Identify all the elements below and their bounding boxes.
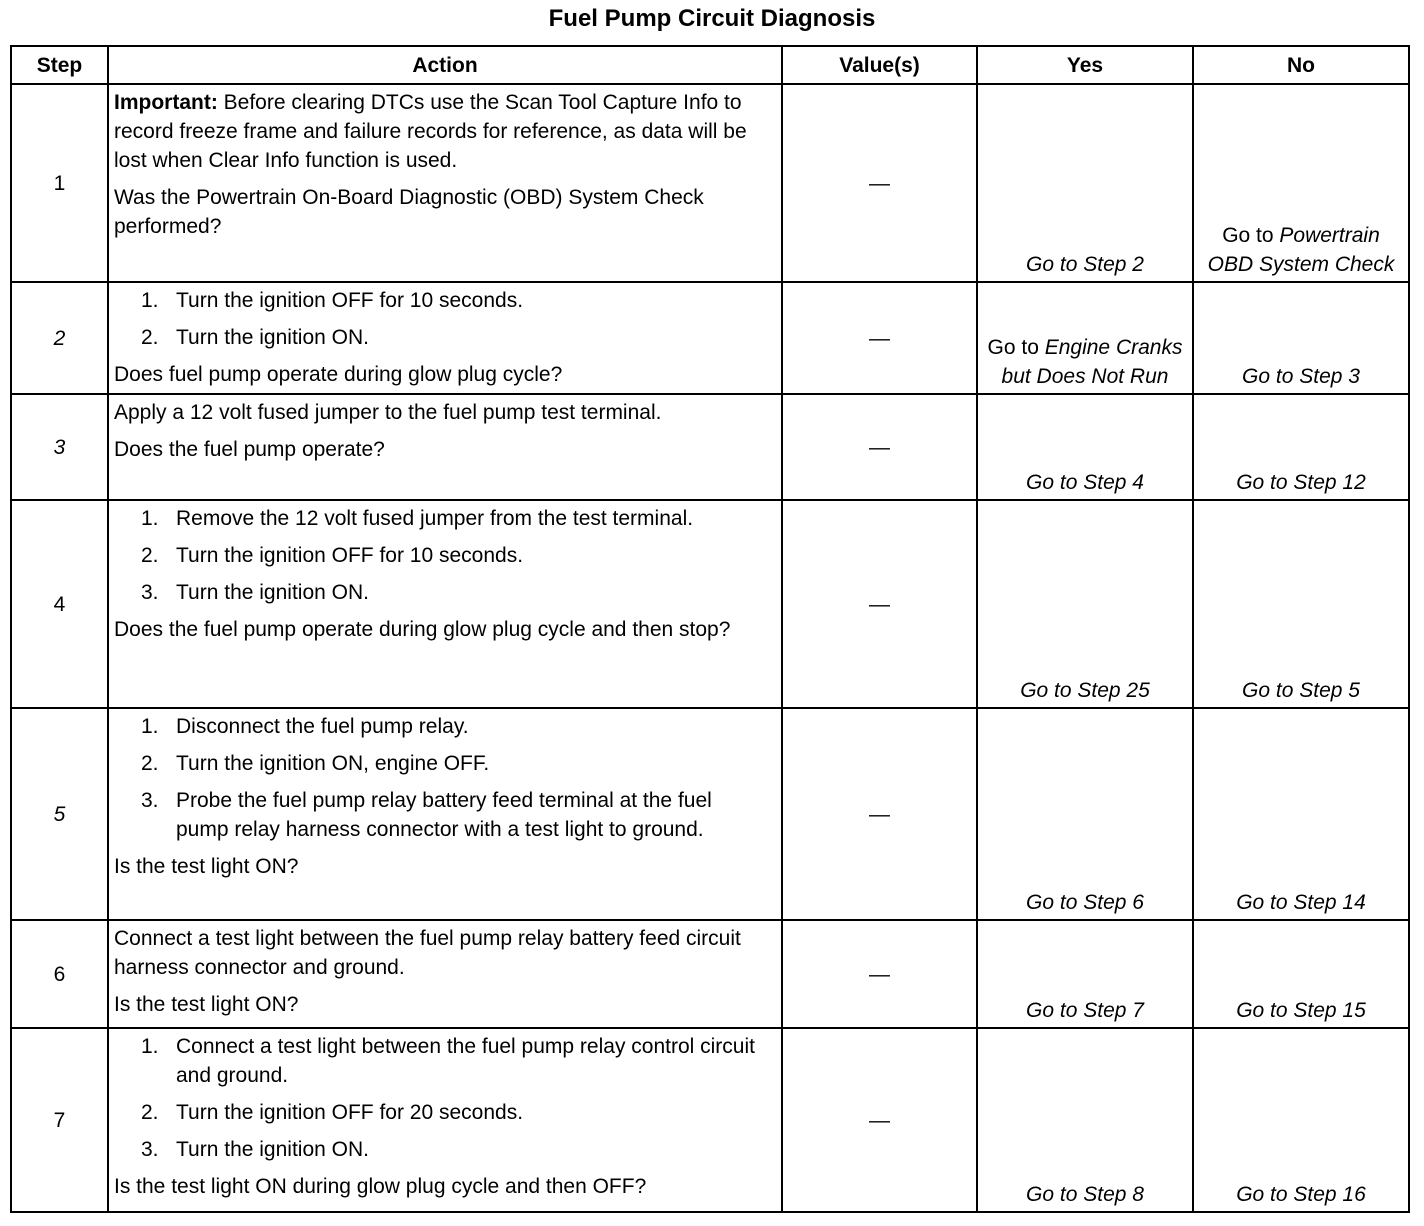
action-question: Is the test light ON? — [114, 855, 299, 878]
action-text: Connect a test light between the fuel pump relay battery feed circuit harness connector and ground. — [114, 927, 741, 979]
diagnosis-table — [10, 45, 1410, 1213]
header-values: Value(s) — [782, 46, 977, 84]
yes-link-engine-cranks[interactable]: Engine Cranks but Does Not Run — [1001, 336, 1183, 388]
step-number: 7 — [11, 1028, 108, 1212]
list-item: 2. Turn the ignition OFF for 10 seconds. — [141, 544, 524, 567]
list-item: 2. Turn the ignition OFF for 20 seconds. — [141, 1101, 524, 1124]
value-cell: — — [782, 920, 977, 1028]
action-cell — [108, 708, 782, 920]
action-cell — [108, 500, 782, 708]
value-cell: — — [782, 708, 977, 920]
action-question: Does fuel pump operate during glow plug cycle? — [114, 363, 563, 386]
action-question: Was the Powertrain On-Board Diagnostic (OBD) System Check performed? — [114, 186, 704, 238]
no-link-go-to-step-5[interactable]: Go to Step 5 — [1193, 500, 1409, 708]
yes-link-go-to-step-6[interactable]: Go to Step 6 — [977, 708, 1193, 920]
action-question: Is the test light ON during glow plug cycle and then OFF? — [114, 1175, 647, 1198]
list-item: 1. Disconnect the fuel pump relay. — [141, 715, 469, 738]
action-cell — [108, 282, 782, 394]
value-cell: — — [782, 500, 977, 708]
step-number: 1 — [11, 84, 108, 282]
page-title: Fuel Pump Circuit Diagnosis — [548, 5, 876, 32]
action-cell — [108, 84, 782, 282]
action-steps-list — [114, 504, 769, 607]
header-action: Action — [108, 46, 782, 84]
table-row-step-4 — [11, 500, 1409, 708]
table-row-step-6 — [11, 920, 1409, 1028]
yes-link-go-to-step-7[interactable]: Go to Step 7 — [977, 920, 1193, 1028]
no-link-go-to-step-15[interactable]: Go to Step 15 — [1193, 920, 1409, 1028]
header-row — [11, 46, 1409, 84]
header-yes: Yes — [977, 46, 1193, 84]
no-link-powertrain-obd-check[interactable]: Powertrain OBD System Check — [1207, 224, 1395, 276]
list-item: 1. Turn the ignition OFF for 10 seconds. — [141, 289, 524, 312]
yes-link-go-to-step-8[interactable]: Go to Step 8 — [977, 1028, 1193, 1212]
table-row-step-5 — [11, 708, 1409, 920]
list-item: 3. Turn the ignition ON. — [141, 581, 369, 604]
no-link-go-to-step-12[interactable]: Go to Step 12 — [1193, 394, 1409, 500]
action-cell — [108, 394, 782, 500]
value-cell: — — [782, 394, 977, 500]
step-number: 2 — [11, 282, 108, 394]
action-steps-list — [114, 1032, 769, 1164]
value-cell: — — [782, 1028, 977, 1212]
action-steps-list — [114, 286, 769, 352]
no-cell — [1193, 84, 1409, 282]
no-link-go-to-step-16[interactable]: Go to Step 16 — [1193, 1028, 1409, 1212]
step-number: 5 — [11, 708, 108, 920]
list-item: 3. Turn the ignition ON. — [141, 1138, 369, 1161]
list-item: 1. Remove the 12 volt fused jumper from the test terminal. — [141, 507, 694, 530]
header-no: No — [1193, 46, 1409, 84]
yes-link-go-to-step-2[interactable]: Go to Step 2 — [977, 84, 1193, 282]
important-label: Important: — [114, 91, 218, 114]
table-row-step-3 — [11, 394, 1409, 500]
no-link-go-to-step-14[interactable]: Go to Step 14 — [1193, 708, 1409, 920]
yes-prefix: Go to — [987, 336, 1045, 359]
list-item: 3. Probe the fuel pump relay battery feed terminal at the fuel pump relay harness connector with a test light to ground. — [141, 789, 712, 841]
action-text: Apply a 12 volt fused jumper to the fuel pump test terminal. — [114, 401, 662, 424]
no-link-go-to-step-3[interactable]: Go to Step 3 — [1193, 282, 1409, 394]
table-row-step-2 — [11, 282, 1409, 394]
table-row-step-7 — [11, 1028, 1409, 1212]
important-note — [114, 88, 769, 175]
action-cell — [108, 1028, 782, 1212]
action-question: Does the fuel pump operate during glow plug cycle and then stop? — [114, 618, 731, 641]
action-question: Does the fuel pump operate? — [114, 438, 385, 461]
action-cell — [108, 920, 782, 1028]
list-item: 2. Turn the ignition ON, engine OFF. — [141, 752, 490, 775]
no-prefix: Go to — [1222, 224, 1280, 247]
yes-cell — [977, 282, 1193, 394]
header-step: Step — [11, 46, 108, 84]
step-number: 4 — [11, 500, 108, 708]
action-steps-list — [114, 712, 769, 844]
value-cell: — — [782, 282, 977, 394]
list-item: 2. Turn the ignition ON. — [141, 326, 369, 349]
important-text: Before clearing DTCs use the Scan Tool Capture Info to record freeze frame and failure records for reference, as data will be lost when Clear Info function is used. — [114, 91, 747, 172]
value-cell: — — [782, 84, 977, 282]
yes-link-go-to-step-25[interactable]: Go to Step 25 — [977, 500, 1193, 708]
step-number: 6 — [11, 920, 108, 1028]
action-question: Is the test light ON? — [114, 993, 299, 1016]
yes-link-go-to-step-4[interactable]: Go to Step 4 — [977, 394, 1193, 500]
list-item: 1. Connect a test light between the fuel pump relay control circuit and ground. — [141, 1035, 755, 1087]
step-number: 3 — [11, 394, 108, 500]
table-row-step-1 — [11, 84, 1409, 282]
